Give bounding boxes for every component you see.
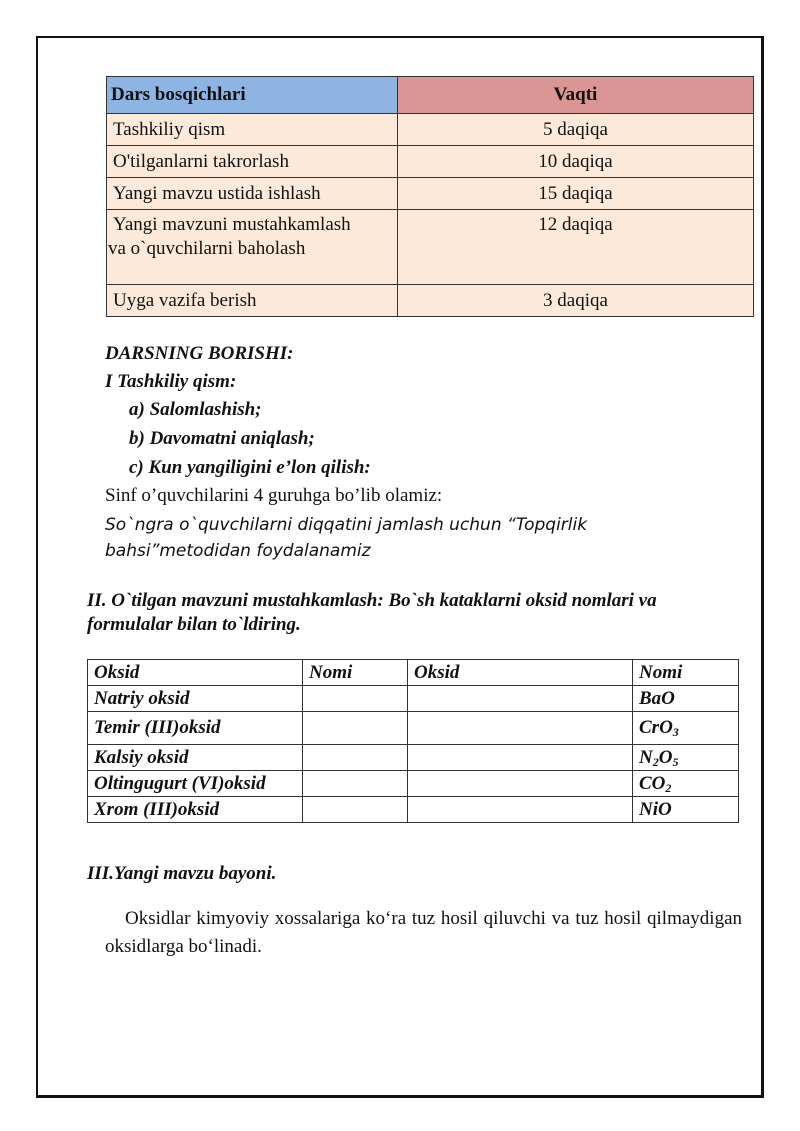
formula-part: N	[639, 747, 653, 768]
empty-cell[interactable]	[303, 745, 408, 771]
lesson-stages-table	[106, 76, 754, 317]
formula-subscript: 2	[652, 755, 659, 769]
empty-cell[interactable]	[408, 745, 633, 771]
time-cell: 3 daqiqa	[398, 285, 754, 317]
table-row	[88, 712, 739, 745]
method-line-2: bahsi”metodidan foydalanamiz	[105, 541, 371, 561]
section1-heading: I Tashkiliy qism:	[105, 371, 237, 392]
empty-cell[interactable]	[408, 686, 633, 712]
formula-subscript: 5	[672, 755, 679, 769]
stage-line-2: va o`quvchilarni baholash	[108, 238, 306, 259]
method-line-1: So`ngra o`quvchilarni diqqatini jamlash uchun “Topqirlik	[105, 515, 588, 535]
list-text: Kun yangiligini e’lon qilish:	[148, 457, 371, 478]
table-row	[88, 797, 739, 823]
oxide-name-cell: Kalsiy oksid	[88, 745, 303, 771]
formula-subscript: 2	[665, 781, 672, 795]
list-marker: c)	[129, 457, 144, 478]
stage-cell: O'tilganlarni takrorlash	[107, 146, 398, 178]
oxide-name-cell: Temir (III)oksid	[88, 712, 303, 745]
formula-base: CrO	[639, 717, 673, 738]
table-row	[107, 210, 754, 285]
oxide-name-cell: Xrom (III)oksid	[88, 797, 303, 823]
oxide-name-cell: Natriy oksid	[88, 686, 303, 712]
empty-cell[interactable]	[303, 771, 408, 797]
stage-cell: Tashkiliy qism	[107, 114, 398, 146]
table-row	[107, 146, 754, 178]
stage-cell: Uyga vazifa berish	[107, 285, 398, 317]
list-item	[129, 425, 315, 453]
time-cell: 5 daqiqa	[398, 114, 754, 146]
oxide-name-cell: Oltingugurt (VI)oksid	[88, 771, 303, 797]
list-item	[129, 396, 262, 424]
formula-cell: BaO	[633, 686, 739, 712]
section2-line-2: formulalar bilan to`ldiring.	[87, 614, 301, 635]
table-row	[88, 686, 739, 712]
list-item	[129, 454, 371, 482]
formula-cell	[633, 745, 739, 771]
formula-cell	[633, 771, 739, 797]
section3-paragraph: Oksidlar kimyoviy xossalariga ko‘ra tuz hosil qiluvchi va tuz hosil qilmaydigan oksidlarga bo‘linadi.	[105, 908, 742, 957]
empty-cell[interactable]	[408, 797, 633, 823]
formula-cell	[633, 712, 739, 745]
table-row	[107, 285, 754, 317]
oxide-table	[87, 659, 739, 823]
time-cell: 15 daqiqa	[398, 178, 754, 210]
column-header-oxide: Oksid	[408, 660, 633, 686]
empty-cell[interactable]	[303, 686, 408, 712]
empty-cell[interactable]	[303, 712, 408, 745]
formula-cell: NiO	[633, 797, 739, 823]
table-header-row	[107, 77, 754, 114]
section3-title: III.Yangi mavzu bayoni.	[87, 863, 277, 884]
table-row	[107, 178, 754, 210]
empty-cell[interactable]	[303, 797, 408, 823]
table-header-row	[88, 660, 739, 686]
list-text: Davomatni aniqlash;	[149, 428, 315, 449]
table-row	[88, 745, 739, 771]
list-marker: b)	[129, 428, 145, 449]
stage-cell	[107, 210, 398, 285]
column-header-time: Vaqti	[398, 77, 754, 114]
formula-base: CO	[639, 773, 666, 794]
column-header-oxide: Oksid	[88, 660, 303, 686]
stage-line-1: Yangi mavzuni mustahkamlash	[113, 214, 351, 235]
empty-cell[interactable]	[408, 771, 633, 797]
table-row	[107, 114, 754, 146]
list-text: Salomlashish;	[149, 399, 262, 420]
section2-line-1: II. O`tilgan mavzuni mustahkamlash: Bo`sh kataklarni oksid nomlari va	[87, 590, 657, 611]
progress-title: DARSNING BORISHI:	[105, 343, 294, 364]
table-row	[88, 771, 739, 797]
column-header-name: Nomi	[633, 660, 739, 686]
list-marker: a)	[129, 399, 145, 420]
column-header-stage: Dars bosqichlari	[107, 77, 398, 114]
formula-part: O	[658, 747, 673, 768]
groups-text: Sinf o’quvchilarini 4 guruhga bo’lib olamiz:	[105, 485, 443, 506]
time-cell: 12 daqiqa	[398, 210, 754, 285]
empty-cell[interactable]	[408, 712, 633, 745]
formula-subscript: 3	[672, 725, 679, 739]
stage-cell: Yangi mavzu ustida ishlash	[107, 178, 398, 210]
column-header-name: Nomi	[303, 660, 408, 686]
time-cell: 10 daqiqa	[398, 146, 754, 178]
